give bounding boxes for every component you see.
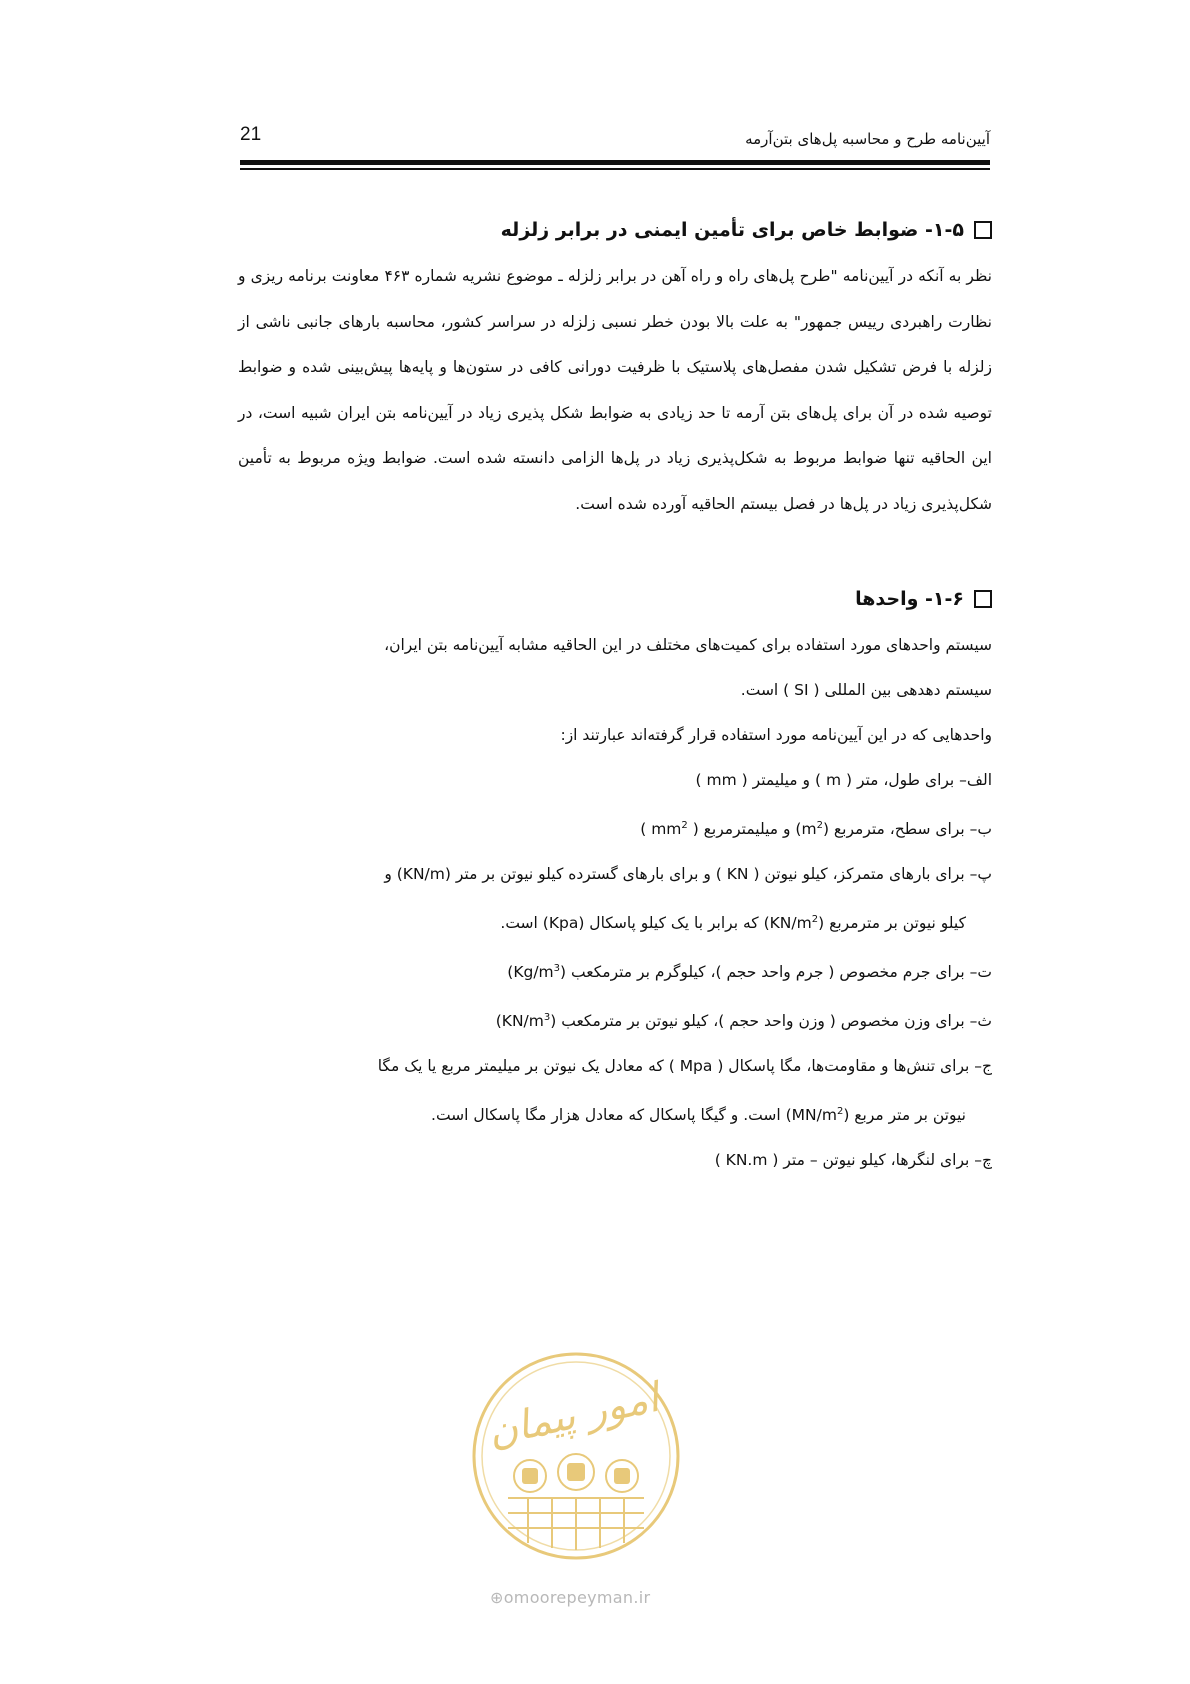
unit-item-moment: چ– برای لنگرها، کیلو نیوتن – متر ( KN.m ): [714, 1151, 992, 1169]
section-heading-text: ۱-۵- ضوابط خاص برای تأمین ایمنی در برابر زلزله: [500, 219, 964, 241]
section-heading-seismic: [238, 210, 992, 250]
watermark-url: ⊕omoorepeyman.ir: [490, 1588, 651, 1607]
header-rule-thin: [240, 168, 990, 170]
running-title: آیین‌نامه طرح و محاسبه پل‌های بتن‌آرمه: [745, 130, 990, 148]
units-intro-line-2: سیستم دهدهی بین المللی ( SI ) است.: [740, 681, 992, 699]
unit-item-unit-weight: ث– برای وزن مخصوص ( وزن واحد حجم )، کیلو نیوتن بر مترمکعب $(KN/m^3)$: [495, 1012, 992, 1030]
section-heading-text: ۱-۶- واحدها: [855, 588, 964, 610]
unit-item-stress-line-2: نیوتن بر متر مربع $(MN/m^2)$ است. و گیگا پاسکال که معادل هزار مگا پاسکال است.: [431, 1106, 966, 1124]
unit-item-mass-density: ت– برای جرم مخصوص ( جرم واحد حجم )، کیلوگرم بر مترمکعب $(Kg/m^3)$: [507, 963, 992, 981]
unit-item-area: ب– برای سطح، مترمربع $(m^2)$ و میلیمترمربع ( $mm^2$ ): [640, 820, 992, 838]
unit-item-length: الف– برای طول، متر ( m ) و میلیمتر ( mm ): [695, 771, 992, 789]
unit-item-force-line-2: کیلو نیوتن بر مترمربع $(KN/m^2)$ که برابر با یک کیلو پاسکال (Kpa) است.: [500, 914, 966, 932]
watermark-seal-logo: [468, 1348, 684, 1564]
unit-item-stress-line-1: ج– برای تنش‌ها و مقاومت‌ها، مگا پاسکال ( Mpa ) که معادل یک نیوتن بر میلیمتر مربع یا یک مگا: [377, 1057, 992, 1075]
checkbox-icon: [974, 221, 992, 239]
seismic-paragraph: نظر به آنکه در آیین‌نامه "طرح پل‌های راه و راه آهن در برابر زلزله ـ موضوع نشریه شماره ۴۶۳ معاونت برنامه ریزی و نظارت راهبردی رییس جمهور" به علت بالا بودن خطر نسبی زلزله در سراسر کشور، محاسبه بارهای جانبی ناشی از زلزله با فرض تشکیل شدن مفصل‌های پلاستیک با ظرفیت دورانی کافی در ستون‌ها و پایه‌ها پیش‌بینی شده و ضوابط توصیه شده در آن برای پل‌های بتن آرمه تا حد زیادی به ضوابط شکل پذیری زیاد در آیین‌نامه بتن ایران شبیه است، در این الحاقیه تنها ضوابط مربوط به شکل‌پذیری زیاد در پل‌ها الزامی دانسته شده است. ضوابط ویژه مربوط به تأمین شکل‌پذیری زیاد در پل‌ها در فصل بیستم الحاقیه آورده شده است.: [238, 267, 992, 513]
section-heading-units: [238, 579, 992, 619]
checkbox-icon: [974, 590, 992, 608]
page-content: [238, 210, 992, 1183]
units-list-intro: واحدهایی که در این آیین‌نامه مورد استفاده قرار گرفته‌اند عبارتند از:: [560, 726, 992, 744]
header-rule-thick: [240, 160, 990, 165]
seal-lettering: امور پیمان: [483, 1374, 663, 1456]
page-number: 21: [240, 124, 262, 145]
globe-icon: ⊕: [490, 1588, 504, 1607]
unit-item-force-line-1: پ– برای بارهای متمرکز، کیلو نیوتن ( KN ) و برای بارهای گسترده کیلو نیوتن بر متر (KN/m) و: [384, 865, 992, 883]
units-intro-line-1: سیستم واحدهای مورد استفاده برای کمیت‌های مختلف در این الحاقیه مشابه آیین‌نامه بتن ایران،: [384, 636, 992, 654]
